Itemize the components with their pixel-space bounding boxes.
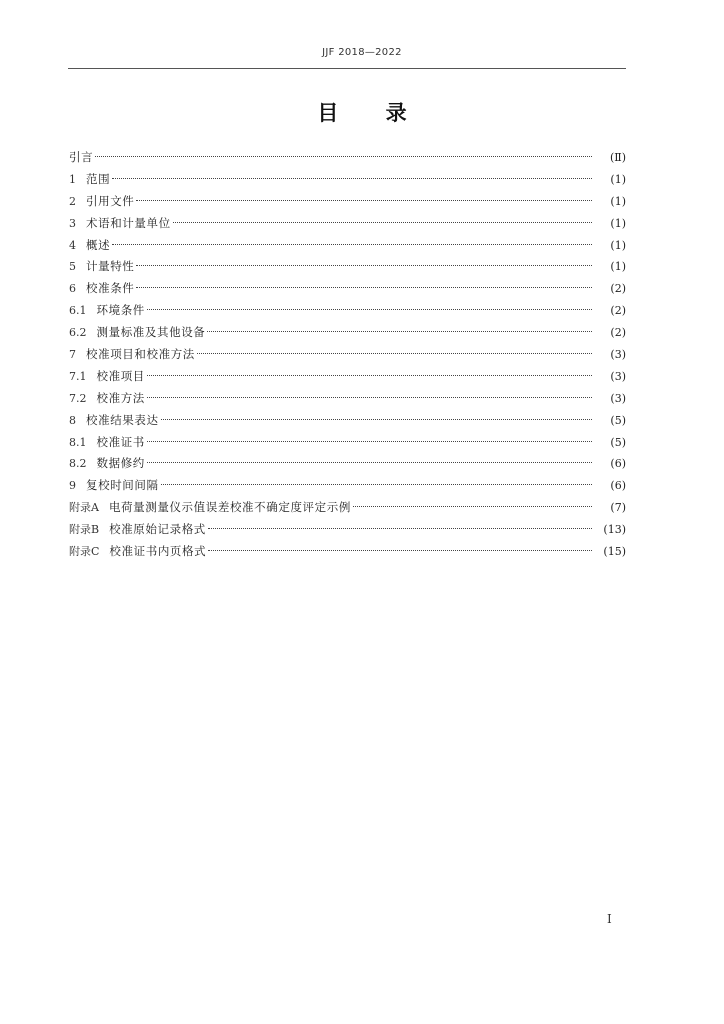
page-title: 目 录: [317, 101, 407, 125]
toc-entry-page: (7): [610, 501, 626, 515]
toc-entry-page: (5): [610, 435, 626, 449]
toc-entry-label: 测量标准及其他设备: [96, 325, 206, 340]
toc-leader-dots: [147, 309, 592, 310]
toc-entry-page: (2): [610, 304, 626, 318]
toc-entry[interactable]: [69, 410, 626, 432]
toc-leader-dots: [208, 550, 592, 551]
toc-entry-label: 数据修约: [96, 456, 145, 471]
toc-entry[interactable]: [69, 278, 626, 300]
toc-entry[interactable]: [69, 147, 626, 169]
standard-code: JJF 2018—2022: [322, 47, 402, 58]
toc-entry[interactable]: [69, 519, 626, 541]
toc-entry[interactable]: [69, 453, 626, 475]
toc-entry-page: (3): [610, 348, 626, 362]
toc-entry-page: (2): [610, 282, 626, 296]
toc-entry[interactable]: [69, 300, 626, 322]
toc-entry-number: 2: [69, 194, 76, 208]
toc-entry-number: 7: [69, 348, 76, 362]
toc-entry-page: (1): [610, 238, 626, 252]
toc-entry-label: 环境条件: [96, 303, 145, 318]
toc-entry-page: (6): [610, 479, 626, 493]
toc-entry-number: 3: [69, 216, 76, 230]
header-divider: [68, 68, 626, 69]
toc-entry[interactable]: [69, 213, 626, 235]
toc-leader-dots: [112, 244, 592, 245]
toc-entry-page: (3): [610, 391, 626, 405]
toc-entry-number: 附录A: [69, 501, 99, 515]
toc-entry[interactable]: [69, 344, 626, 366]
toc-entry[interactable]: [69, 366, 626, 388]
toc-entry-page: (1): [610, 216, 626, 230]
toc-entry-label: 校准项目: [96, 368, 145, 383]
toc-entry-page: (5): [610, 413, 626, 427]
toc-entry[interactable]: [69, 541, 626, 563]
toc-entry-number: 附录C: [69, 545, 100, 559]
toc-entry-number: 8.1: [69, 435, 87, 449]
toc-entry[interactable]: [69, 475, 626, 497]
toc-entry-number: 8: [69, 413, 76, 427]
toc-entry-number: 7.2: [69, 391, 87, 405]
toc-entry-label: 校准原始记录格式: [109, 522, 206, 537]
toc-entry-label: 术语和计量单位: [86, 215, 171, 230]
page-number: I: [607, 912, 612, 926]
toc-entry-label: 计量特性: [86, 259, 135, 274]
toc-leader-dots: [136, 287, 592, 288]
toc-entry-number: 7.1: [69, 369, 87, 383]
toc-entry-label: 校准证书: [96, 434, 145, 449]
toc-entry-page: (15): [603, 545, 626, 559]
toc-entry[interactable]: [69, 191, 626, 213]
toc-entry-label: 范围: [86, 171, 111, 186]
toc-leader-dots: [353, 506, 592, 507]
toc-entry-page: (13): [603, 523, 626, 537]
toc-leader-dots: [208, 528, 592, 529]
toc-entry-number: 4: [69, 238, 76, 252]
toc-leader-dots: [112, 178, 592, 179]
toc-entry-label: 校准项目和校准方法: [86, 347, 195, 362]
toc-leader-dots: [161, 419, 592, 420]
toc-entry[interactable]: [69, 235, 626, 257]
toc-leader-dots: [95, 156, 592, 157]
toc-entry-label: 校准结果表达: [86, 412, 159, 427]
toc-entry-label: 电荷量测量仪示值误差校准不确定度评定示例: [108, 500, 351, 515]
toc-entry-page: (1): [610, 260, 626, 274]
toc-leader-dots: [147, 375, 592, 376]
toc-entry-number: 6.2: [69, 326, 87, 340]
toc-entry-number: 5: [69, 260, 76, 274]
toc-entry-page: (1): [610, 172, 626, 186]
toc-leader-dots: [147, 462, 592, 463]
table-of-contents: [69, 147, 626, 563]
toc-entry-page: (1): [610, 194, 626, 208]
toc-entry-label: 引言: [69, 150, 94, 164]
toc-entry-page: (Ⅱ): [609, 151, 626, 164]
toc-entry-page: (3): [610, 369, 626, 383]
toc-entry-label: 校准条件: [86, 281, 135, 296]
toc-entry[interactable]: [69, 432, 626, 454]
toc-leader-dots: [136, 200, 592, 201]
toc-entry-label: 引用文件: [86, 193, 135, 208]
toc-entry-number: 8.2: [69, 457, 87, 471]
toc-entry-label: 校准方法: [96, 390, 145, 405]
toc-leader-dots: [161, 484, 592, 485]
toc-leader-dots: [197, 353, 592, 354]
toc-entry-label: 复校时间间隔: [86, 478, 159, 493]
toc-entry-page: (2): [610, 326, 626, 340]
toc-entry-label: 校准证书内页格式: [109, 544, 207, 559]
toc-entry[interactable]: [69, 497, 626, 519]
toc-entry-page: (6): [610, 457, 626, 471]
toc-entry-label: 概述: [86, 237, 111, 252]
toc-leader-dots: [207, 331, 592, 332]
toc-entry[interactable]: [69, 256, 626, 278]
toc-entry-number: 附录B: [69, 523, 100, 537]
toc-entry-number: 9: [69, 479, 76, 493]
toc-entry[interactable]: [69, 322, 626, 344]
toc-leader-dots: [136, 265, 592, 266]
toc-leader-dots: [147, 441, 592, 442]
toc-entry-number: 1: [69, 172, 76, 186]
toc-leader-dots: [147, 397, 592, 398]
toc-entry-number: 6: [69, 282, 76, 296]
toc-entry[interactable]: [69, 169, 626, 191]
toc-leader-dots: [173, 222, 592, 223]
toc-entry-number: 6.1: [69, 304, 87, 318]
toc-entry[interactable]: [69, 388, 626, 410]
